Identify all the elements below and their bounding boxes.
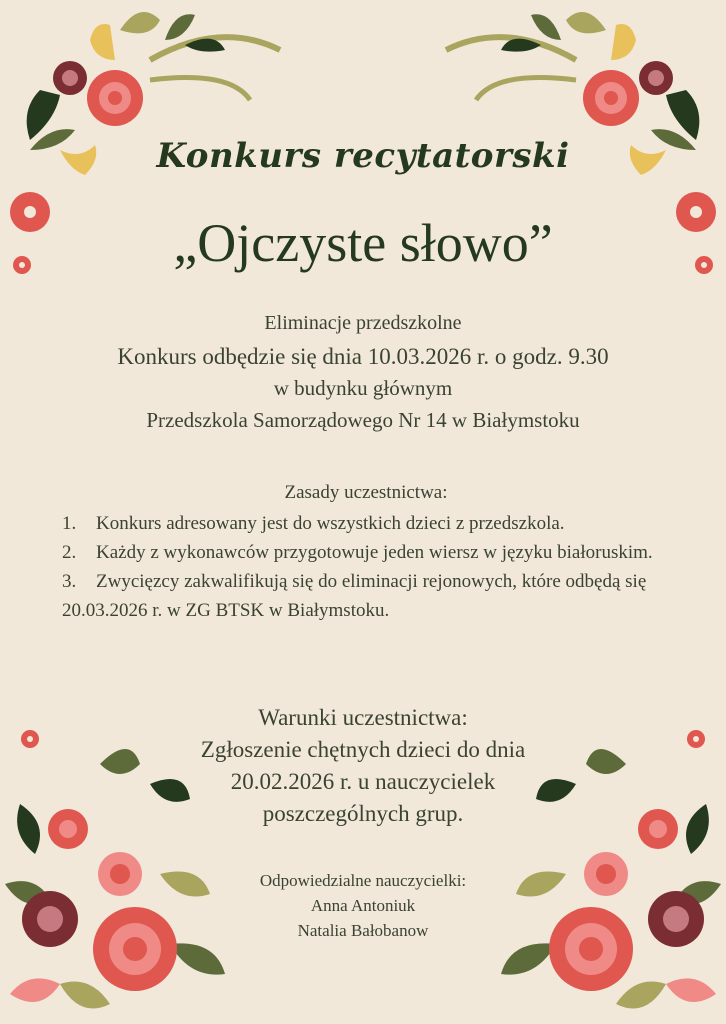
teachers-heading: Odpowiedzialne nauczycielki: — [259, 871, 467, 890]
rule-text: Konkurs adresowany jest do wszystkich dzieci z przedszkola. — [96, 513, 565, 534]
stage-text: Eliminacje przedszkolne — [264, 312, 462, 334]
conditions-heading: Warunki uczestnictwa: — [258, 705, 468, 730]
conditions-line: Zgłoszenie chętnych dzieci do dnia — [200, 737, 526, 762]
rule-number: 1. — [62, 513, 77, 534]
poster-title: Konkurs recytatorski — [156, 136, 570, 176]
rules-heading: Zasady uczestnictwa: — [284, 482, 448, 503]
poster-subtitle: „Ojczyste słowo” — [173, 213, 553, 273]
responsible-teachers — [0, 868, 726, 943]
rule-item — [62, 567, 670, 625]
rule-item — [62, 538, 670, 567]
conditions-line: poszczególnych grup. — [262, 801, 464, 826]
rule-text: Każdy z wykonawców przygotowuje jeden wiersz w języku białoruskim. — [96, 542, 653, 563]
rule-number: 2. — [62, 542, 77, 563]
rule-text: Zwycięzcy zakwalifikują się do eliminacji rejonowych, które odbędą się 20.03.2026 r. w ZG BTSK w Białymstoku. — [62, 571, 647, 621]
building-text: w budynku głównym — [273, 376, 453, 400]
date-text: Konkurs odbędzie się dnia 10.03.2026 r. o godz. 9.30 — [117, 344, 609, 369]
teacher-name: Natalia Bałobanow — [297, 921, 429, 940]
participation-rules — [62, 478, 670, 625]
participation-conditions — [0, 702, 726, 830]
teacher-name: Anna Antoniuk — [310, 896, 416, 915]
rule-item — [62, 509, 670, 538]
place-text: Przedszkola Samorządowego Nr 14 w Białymstoku — [146, 408, 580, 432]
conditions-line: 20.02.2026 r. u nauczycielek — [230, 769, 496, 794]
rule-number: 3. — [62, 571, 77, 592]
